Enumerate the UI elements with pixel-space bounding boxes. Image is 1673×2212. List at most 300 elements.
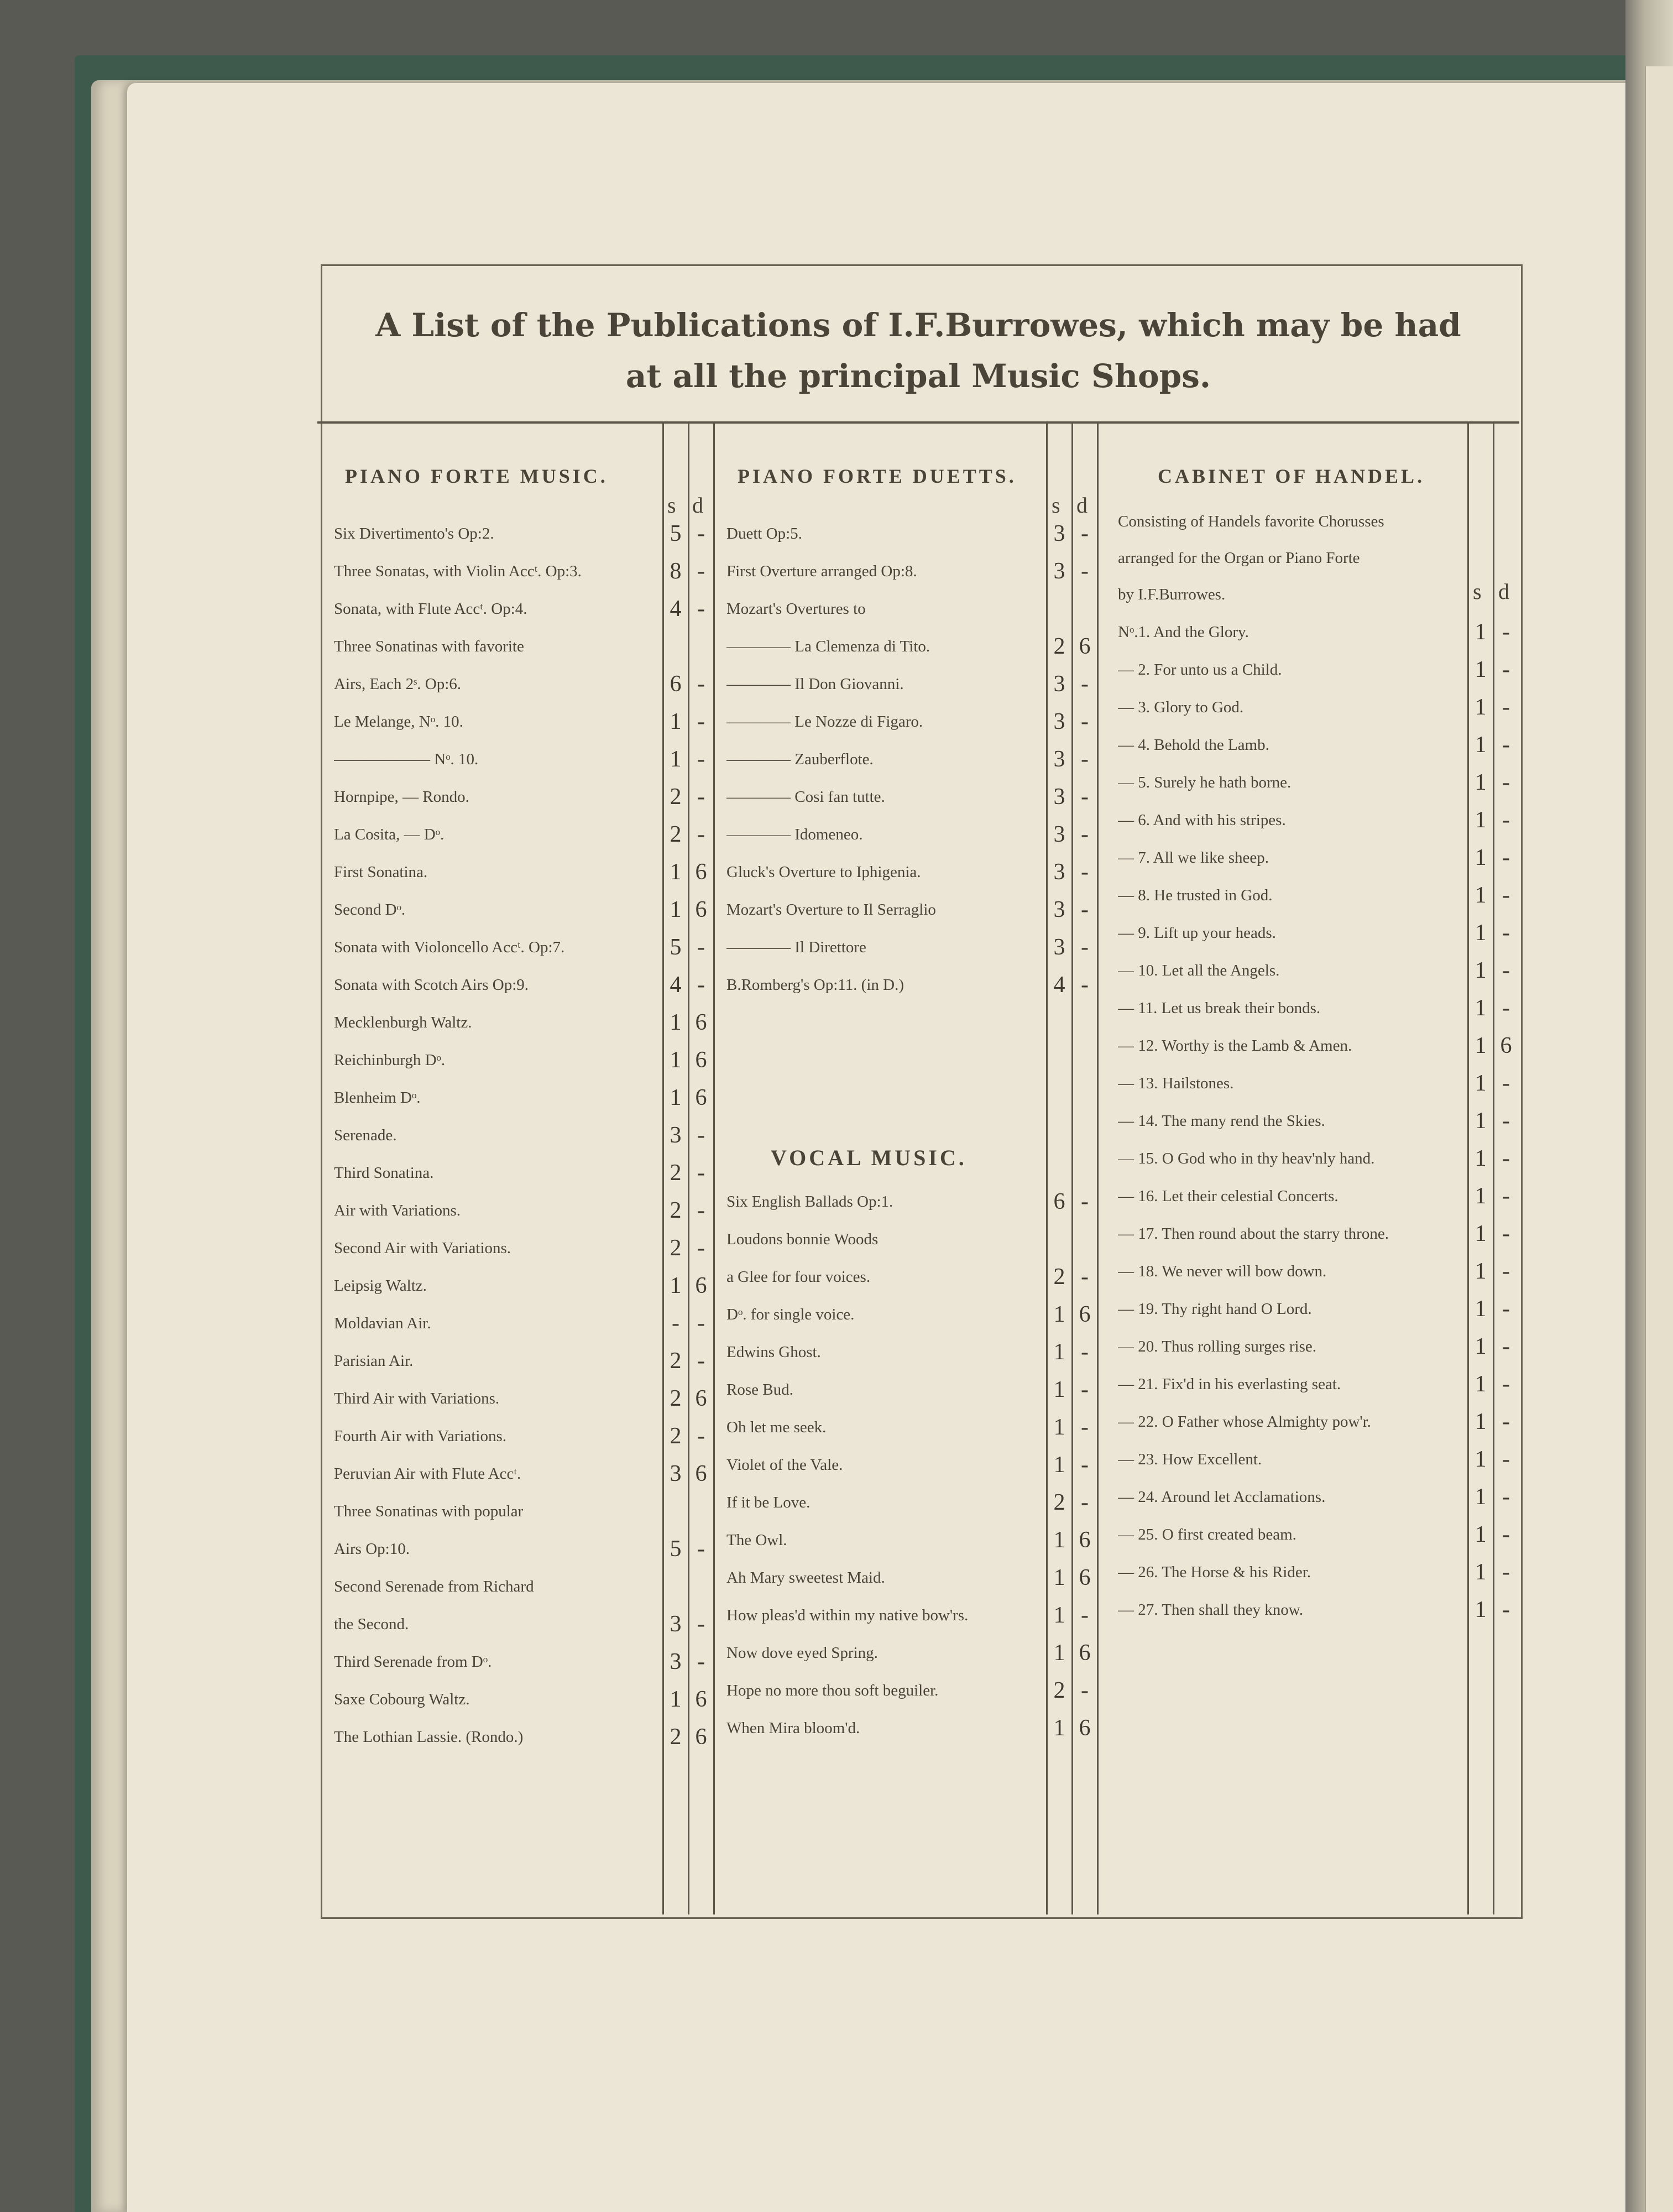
price-pence: 6 [1079,634,1091,659]
list-item [334,1042,655,1078]
publications-list [317,289,1523,1914]
price-pence: - [697,1123,705,1148]
price-shillings: 3 [1053,747,1065,772]
item-title: Third Air with Variations. [334,1389,500,1407]
item-title: — 17. Then round about the starry throne. [1118,1224,1389,1243]
price-pence: - [1502,1183,1510,1209]
price-pence: - [1081,671,1089,697]
item-title: Parisian Air. [334,1352,414,1370]
price-pence: 6 [695,1273,707,1298]
item-title: ———— Cosi fan tutte. [726,787,885,806]
list-item [334,1531,655,1567]
list-item [726,1334,1042,1370]
list-item [334,1230,655,1266]
list-item [334,1644,655,1680]
list-item [1118,1554,1466,1590]
price-pence: - [697,521,705,546]
price-shillings: 2 [670,822,682,847]
price-shillings: 3 [1053,897,1065,922]
price-shillings: 1 [1475,1522,1487,1547]
price-pence: - [1502,920,1510,946]
list-item [1118,1215,1466,1252]
price-shillings: 3 [1053,859,1065,885]
price-shillings: 1 [670,1085,682,1110]
price-pence: - [1081,935,1089,960]
pence-label: d [692,493,703,518]
list-item [1118,1065,1466,1102]
price-shillings: 1 [1053,1452,1065,1478]
list-item [1118,1328,1466,1365]
item-title: Leipsig Waltz. [334,1276,427,1295]
list-item [1118,1178,1466,1214]
item-title: — 26. The Horse & his Rider. [1118,1563,1311,1581]
price-pence: - [697,1536,705,1562]
item-title: ———— Il Don Giovanni. [726,675,904,693]
list-item [726,1672,1042,1709]
item-title: — 15. O God who in thy heav'nly hand. [1118,1149,1375,1167]
item-title: ———— Le Nozze di Figaro. [726,712,923,731]
list-item [726,553,1042,589]
price-shillings: 2 [1053,1678,1065,1703]
price-shillings: 1 [1475,883,1487,908]
list-item [726,1371,1042,1408]
item-title: — 10. Let all the Angels. [1118,961,1280,979]
price-pence: - [697,1649,705,1674]
list-item [334,816,655,853]
price-shillings: 3 [1053,521,1065,546]
price-pence: - [1502,1259,1510,1284]
price-shillings: 2 [670,1348,682,1374]
price-pence: - [1502,883,1510,908]
list-item [1118,877,1466,914]
price-pence: - [697,1160,705,1186]
price-pence: - [1502,1108,1510,1134]
price-pence: - [1081,559,1089,584]
price-shillings: 1 [670,1687,682,1712]
price-pence: - [1081,1415,1089,1440]
price-shillings: 1 [1053,1415,1065,1440]
price-pence: - [1081,1377,1089,1402]
price-pence: - [1502,1334,1510,1359]
price-pence: - [1081,1678,1089,1703]
item-title: First Sonatina. [334,863,428,881]
price-shillings: 1 [1053,1302,1065,1327]
price-shillings: 2 [670,1724,682,1750]
item-title: — 25. O first created beam. [1118,1525,1296,1543]
price-pence: - [1081,1189,1089,1214]
item-title: Reichinburgh Dᵒ. [334,1051,446,1069]
list-item [334,666,655,702]
price-pence: 6 [695,897,707,922]
item-title: — 12. Worthy is the Lamb & Amen. [1118,1036,1352,1055]
list-item [726,741,1042,778]
item-title: Dᵒ. for single voice. [726,1305,855,1323]
price-shillings: 1 [1475,1334,1487,1359]
price-pence: - [697,559,705,584]
price-shillings: 4 [1053,972,1065,998]
price-shillings: 2 [670,1198,682,1223]
price-pence: - [1081,1452,1089,1478]
item-title: La Cosita, — Dᵒ. [334,825,445,843]
price-pence: - [1502,1221,1510,1246]
heading-piano-forte-music: PIANO FORTE MUSIC. [345,465,608,487]
title-line-2: at all the principal Music Shops. [625,357,1211,395]
list-item [334,553,655,589]
price-shillings: 3 [1053,822,1065,847]
price-shillings: 1 [1053,1640,1065,1666]
item-title: — 13. Hailstones. [1118,1074,1234,1092]
price-pence: - [1502,732,1510,758]
price-shillings: 1 [1475,1447,1487,1472]
item-title: Moldavian Air. [334,1314,431,1332]
list-item [1118,802,1466,838]
list-item [334,779,655,815]
list-item [334,1192,655,1229]
price-shillings: 3 [670,1123,682,1148]
price-pence: - [697,1611,705,1637]
list-item [334,1455,655,1492]
price-pence: - [697,1235,705,1261]
price-pence: 6 [695,1724,707,1750]
list-item [334,967,655,1003]
item-title: Airs Op:10. [334,1540,410,1558]
price-pence: - [1081,1264,1089,1290]
price-shillings: 3 [670,1461,682,1486]
price-shillings: 4 [670,596,682,622]
item-title: The Owl. [726,1531,787,1549]
price-pence: 6 [695,1687,707,1712]
price-shillings: 3 [670,1611,682,1637]
item-title: ———— Zauberflote. [726,750,874,768]
list-item [726,515,1042,552]
list-item [1118,1291,1466,1327]
price-shillings: 1 [1475,1259,1487,1284]
price-pence: 6 [1079,1527,1091,1553]
price-pence: - [697,1311,705,1336]
price-shillings: 4 [670,972,682,998]
list-item [334,1343,655,1379]
item-title: Serenade. [334,1126,397,1144]
item-title: — 14. The many rend the Skies. [1118,1112,1325,1130]
price-shillings: 2 [670,1423,682,1449]
price-pence: - [1502,1559,1510,1585]
page-title [317,300,1519,401]
item-title: Le Melange, Nᵒ. 10. [334,712,463,731]
list-item [1118,915,1466,951]
list-item [334,1493,655,1530]
list-item [1118,990,1466,1026]
price-pence: 6 [695,1085,707,1110]
list-item [726,929,1042,966]
list-item [726,1447,1042,1483]
list-item [334,854,655,890]
shillings-label: s [1473,579,1482,604]
item-title: The Lothian Lassie. (Rondo.) [334,1728,524,1746]
list-item [1118,1516,1466,1553]
item-title: Saxe Cobourg Waltz. [334,1690,470,1708]
price-shillings: 2 [1053,1264,1065,1290]
price-pence: - [1081,972,1089,998]
handel-intro-line: arranged for the Organ or Piano Forte [1118,549,1360,567]
list-item [726,1183,1042,1220]
price-pence: - [1502,807,1510,833]
price-pence: - [1081,1490,1089,1515]
item-title: Violet of the Vale. [726,1455,843,1474]
item-title: Ah Mary sweetest Maid. [726,1568,885,1587]
list-item [726,1259,1042,1295]
price-shillings: 2 [670,1235,682,1261]
item-title: — 16. Let their celestial Concerts. [1118,1187,1339,1205]
price-shillings: 3 [1053,784,1065,810]
item-title: — 6. And with his stripes. [1118,811,1286,829]
price-pence: - [1502,1146,1510,1171]
price-pence: - [1081,709,1089,734]
item-title: — 4. Behold the Lamb. [1118,735,1269,754]
price-shillings: 1 [1475,619,1487,645]
price-pence: - [697,822,705,847]
item-title: Six Divertimento's Op:2. [334,524,494,542]
price-shillings: 1 [670,747,682,772]
heading-piano-forte-duetts: PIANO FORTE DUETTS. [738,465,1017,487]
price-pence: - [1502,1296,1510,1322]
list-item [334,1418,655,1454]
list-item [334,1719,655,1755]
price-pence: 6 [695,1047,707,1073]
price-shillings: 1 [1053,1565,1065,1590]
list-item [726,591,1042,627]
price-shillings: 1 [1475,1597,1487,1623]
list-item [1118,1479,1466,1515]
price-shillings: 6 [1053,1189,1065,1214]
price-shillings: 1 [1475,807,1487,833]
item-title: Second Air with Variations. [334,1239,511,1257]
list-item [726,703,1042,740]
list-item [726,666,1042,702]
price-pence: - [1081,1603,1089,1628]
item-title: Peruvian Air with Flute Accᵗ. [334,1464,521,1483]
price-shillings: 5 [670,935,682,960]
price-pence: 6 [1079,1302,1091,1327]
price-shillings: 1 [1475,1559,1487,1585]
list-item [1118,1027,1466,1064]
price-shillings: 1 [1475,770,1487,795]
item-title: Second Serenade from Richard [334,1577,534,1595]
price-pence: 6 [695,1010,707,1035]
list-item [334,1606,655,1642]
price-shillings: 1 [670,709,682,734]
price-shillings: 3 [1053,671,1065,697]
price-shillings: 2 [670,784,682,810]
item-title: — 23. How Excellent. [1118,1450,1262,1468]
heading-cabinet-of-handel: CABINET OF HANDEL. [1158,465,1425,487]
list-item [1118,1592,1466,1628]
list-item [726,1409,1042,1446]
item-title: First Overture arranged Op:8. [726,562,917,580]
list-item [334,1079,655,1116]
price-shillings: 1 [670,1273,682,1298]
item-title: — 21. Fix'd in his everlasting seat. [1118,1375,1341,1393]
item-title: — 9. Lift up your heads. [1118,924,1276,942]
price-pence: - [697,1423,705,1449]
price-shillings: 1 [1053,1715,1065,1741]
price-pence: 6 [1500,1033,1512,1058]
list-item [726,1559,1042,1596]
price-pence: - [1081,1339,1089,1365]
item-title: B.Romberg's Op:11. (in D.) [726,975,904,994]
item-title: Third Serenade from Dᵒ. [334,1652,492,1671]
price-shillings: 1 [1475,845,1487,870]
price-shillings: 2 [1053,1490,1065,1515]
list-item [726,779,1042,815]
item-title: Three Sonatinas with favorite [334,637,524,655]
price-pence: 6 [1079,1565,1091,1590]
list-item [334,1681,655,1718]
list-item [334,1267,655,1304]
list-item [334,1155,655,1191]
item-title: the Second. [334,1615,409,1633]
price-pence: - [1502,1484,1510,1510]
list-item [334,929,655,966]
price-shillings: 1 [1475,1409,1487,1434]
price-pence: - [1502,1071,1510,1096]
pence-label: d [1076,493,1088,518]
price-shillings: 2 [670,1160,682,1186]
list-item [726,1484,1042,1521]
price-pence: - [1081,784,1089,810]
item-title: Hornpipe, — Rondo. [334,787,469,806]
list-item [726,1635,1042,1671]
list-item [1118,839,1466,876]
item-title: How pleas'd within my native bow'rs. [726,1606,969,1624]
price-pence: 6 [695,1461,707,1486]
price-shillings: 1 [1053,1377,1065,1402]
list-item [1118,1253,1466,1290]
list-item [726,891,1042,928]
item-title: Edwins Ghost. [726,1343,821,1361]
price-shillings: 1 [670,1010,682,1035]
list-item [1118,1140,1466,1177]
price-pence: - [697,935,705,960]
price-pence: - [697,784,705,810]
price-pence: - [1502,1447,1510,1472]
price-shillings: - [672,1311,679,1336]
heading-vocal-music: VOCAL MUSIC. [771,1145,967,1170]
price-shillings: 2 [670,1386,682,1411]
item-title: —————— Nᵒ. 10. [334,750,479,768]
price-pence: 6 [1079,1715,1091,1741]
item-title: Second Dᵒ. [334,900,406,919]
item-title: — 11. Let us break their bonds. [1118,999,1321,1017]
price-pence: - [1502,995,1510,1021]
price-pence: - [1502,1409,1510,1434]
price-shillings: 1 [1475,958,1487,983]
price-pence: 6 [695,1386,707,1411]
item-title: When Mira bloom'd. [726,1719,860,1737]
price-pence: - [1502,657,1510,682]
price-shillings: 1 [670,897,682,922]
price-shillings: 3 [1053,935,1065,960]
item-title: — 27. Then shall they know. [1118,1600,1304,1619]
list-item [334,591,655,627]
list-item [1118,1441,1466,1478]
item-title: — 5. Surely he hath borne. [1118,773,1292,791]
list-item [1118,764,1466,801]
price-shillings: 6 [670,671,682,697]
list-item [334,703,655,740]
price-pence: - [1502,770,1510,795]
item-title: Nᵒ.1. And the Glory. [1118,623,1249,641]
item-title: — 8. He trusted in God. [1118,886,1273,904]
list-item [726,816,1042,853]
item-title: Rose Bud. [726,1380,793,1399]
facing-page-edge [1645,66,1673,2212]
item-title: — 20. Thus rolling surges rise. [1118,1337,1317,1355]
price-pence: - [697,1198,705,1223]
item-title: Oh let me seek. [726,1418,827,1436]
item-title: Now dove eyed Spring. [726,1644,878,1662]
handel-intro-line: Consisting of Handels favorite Chorusses [1118,512,1384,530]
price-shillings: 1 [1475,1371,1487,1397]
price-pence: - [1081,859,1089,885]
price-shillings: 1 [670,1047,682,1073]
price-shillings: 1 [1475,1484,1487,1510]
list-item [1118,651,1466,688]
price-pence: - [697,596,705,622]
price-pence: - [1081,822,1089,847]
price-pence: - [1502,1522,1510,1547]
list-item [726,1522,1042,1558]
list-item [726,628,1042,665]
price-shillings: 3 [1053,709,1065,734]
price-pence: - [697,747,705,772]
list-item [334,741,655,778]
price-pence: - [697,671,705,697]
item-title: Blenheim Dᵒ. [334,1088,421,1107]
item-title: ———— La Clemenza di Tito. [726,637,930,655]
list-item [726,967,1042,1003]
price-shillings: 1 [1475,1146,1487,1171]
item-title: — 7. All we like sheep. [1118,848,1269,867]
price-shillings: 1 [1053,1527,1065,1553]
price-pence: - [1502,619,1510,645]
list-item [1118,727,1466,763]
item-title: Air with Variations. [334,1201,461,1219]
item-title: — 22. O Father whose Almighty pow'r. [1118,1412,1371,1431]
item-title: Third Sonatina. [334,1164,434,1182]
item-title: If it be Love. [726,1493,811,1511]
item-title: Loudons bonnie Woods [726,1230,879,1248]
shillings-label: s [667,493,676,518]
item-title: Hope no more thou soft beguiler. [726,1681,939,1699]
price-shillings: 1 [1475,1108,1487,1134]
list-item [726,854,1042,890]
price-pence: 6 [695,859,707,885]
list-item [334,1568,655,1605]
item-title: Airs, Each 2ˢ. Op:6. [334,675,462,693]
list-item [334,1305,655,1342]
item-title: a Glee for four voices. [726,1267,871,1286]
price-pence: - [1081,521,1089,546]
list-item [334,1380,655,1417]
price-shillings: 1 [670,859,682,885]
list-item [726,1221,1042,1258]
list-item [1118,1366,1466,1402]
item-title: — 2. For unto us a Child. [1118,660,1282,679]
price-shillings: 1 [1053,1603,1065,1628]
item-title: — 19. Thy right hand O Lord. [1118,1300,1312,1318]
list-item [1118,1103,1466,1139]
item-title: Three Sonatinas with popular [334,1502,524,1520]
